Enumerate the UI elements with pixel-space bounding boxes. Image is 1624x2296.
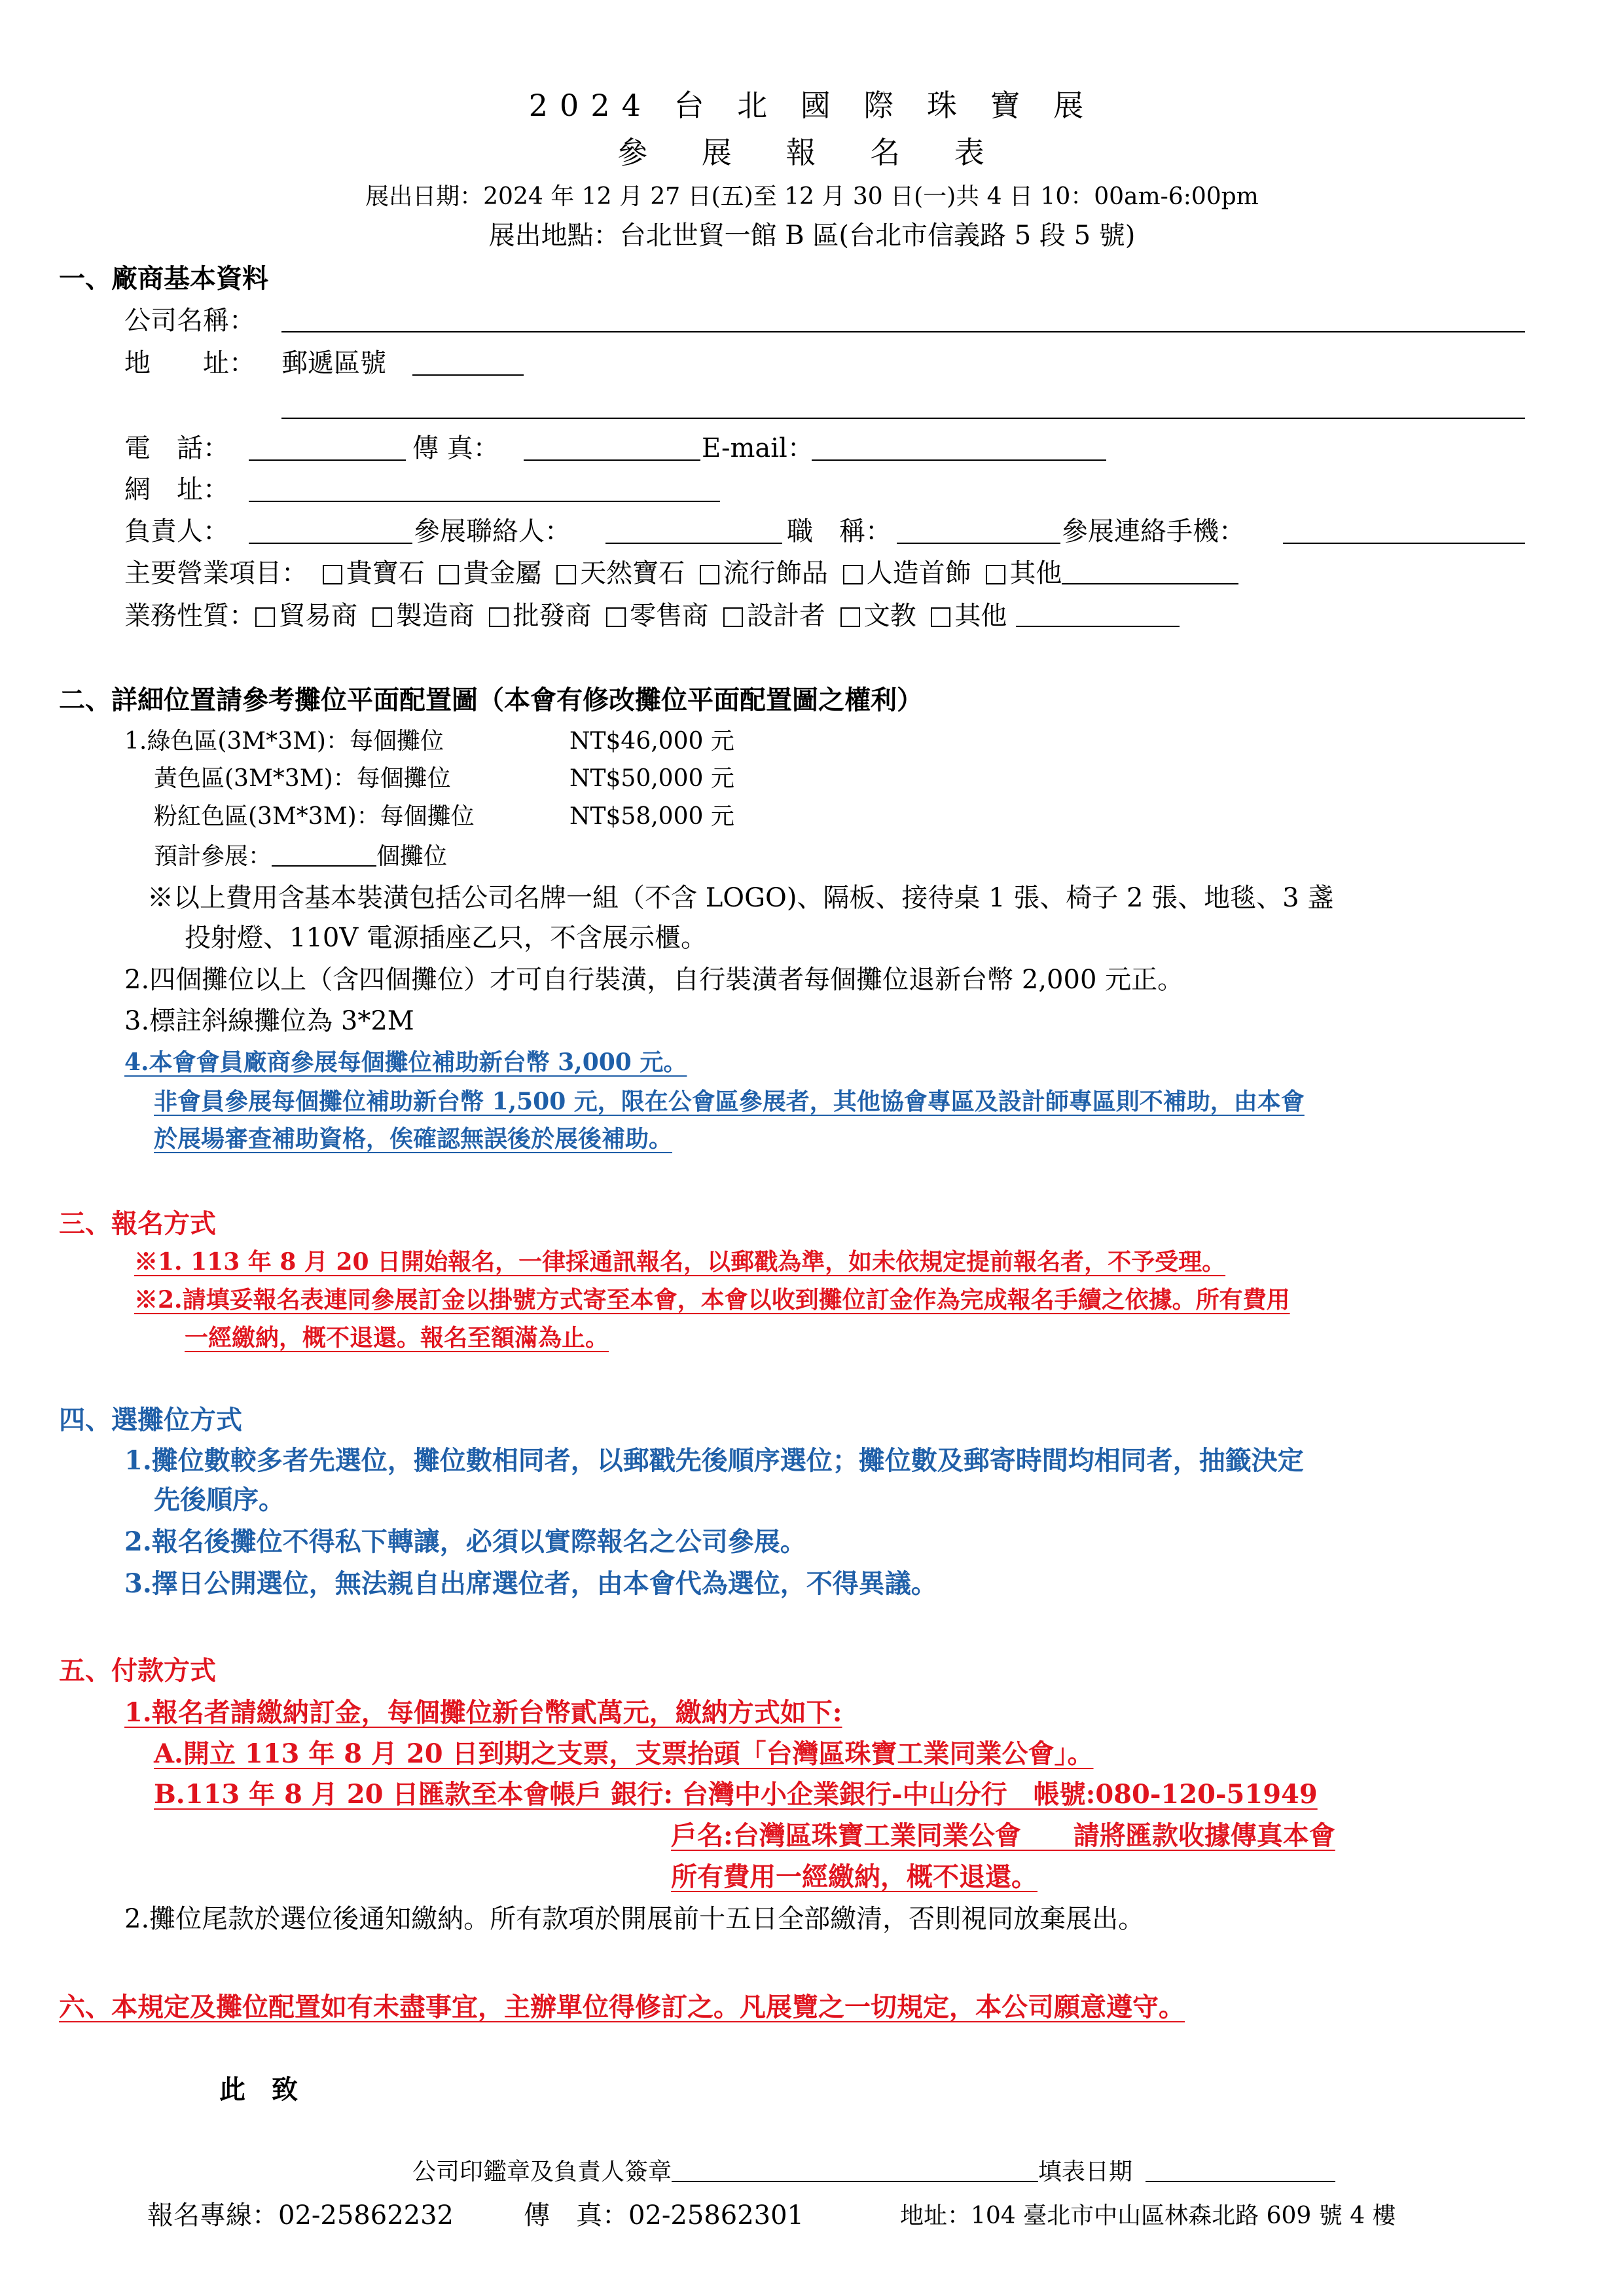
selection-rule-3: 3.擇日公開選位，無法親自出席選位者，由本會代為選位，不得異議。 [124,1568,937,1599]
section-5-heading: 五、付款方式 [59,1655,216,1686]
option-label: 流行飾品 [723,558,828,588]
green-zone-price: NT$46,000 元 [569,728,734,755]
option-label: 貿易商 [279,601,357,631]
option-label: 製造商 [395,601,475,631]
fill-date-field[interactable] [1146,2160,1335,2182]
option-label: 貴寶石 [346,558,425,588]
expected-booths-row [154,844,447,869]
option-label: 文教 [863,601,916,631]
job-title-label: 職 稱： [787,516,892,547]
registration-rule-2-cont: 一經繳納，概不退還。報名至額滿為止。 [185,1324,609,1352]
fax-label: 傳 真： [412,433,499,463]
mobile-label: 參展連絡手機： [1062,516,1245,547]
registration-rule-1: ※1. 113 年 8 月 20 日開始報名，一律採通訊報名，以郵戳為準，如未依規定提前報名者，不予受理。 [134,1248,1226,1276]
payment-rule-1: 1.報名者請繳納訂金，每個攤位新台幣貳萬元，繳納方式如下: [124,1697,842,1728]
postal-code-field[interactable] [412,374,524,376]
subsidy-review-note: 於展場審查補助資格，俟確認無誤後於展後補助。 [154,1125,673,1153]
business-nature-label: 業務性質： [124,601,255,631]
exhibition-venue: 展出地點：台北世貿一館 B 區(台北市信義路 5 段 5 號) [488,221,1136,251]
job-title-field[interactable] [897,543,1060,544]
checkbox-education[interactable] [840,607,860,627]
booth-note-line-2: 投射燈、110V 電源插座乙只，不含展示櫃。 [185,923,707,953]
payment-rule-2: 2.攤位尾款於選位後通知繳納。所有款項於開展前十五日全部繳清，否則視同放棄展出。 [124,1904,1145,1934]
form-subtitle: 參 展 報 名 表 [617,135,1007,170]
checkbox-designer[interactable] [723,607,743,627]
email-label: E-mail： [702,433,814,463]
yellow-zone-price: NT$50,000 元 [569,765,734,792]
checkbox-business-other[interactable] [986,565,1005,584]
registration-hotline: 報名專線：02-25862232 [147,2200,454,2231]
payment-method-transfer: B.113 年 8 月 20 日匯款至本會帳戶 銀行: 台灣中小企業銀行-中山分行 帳號:080-120-51949 [154,1779,1318,1810]
option-label: 零售商 [630,601,709,631]
section-2-heading: 二、詳細位置請參考攤位平面配置圖（本會有修改攤位平面配置圖之權利） [59,685,923,715]
non-member-subsidy-note: 非會員參展每個攤位補助新台幣 1,500 元，限在公會區參展者，其他協會專區及設計師專區則不補助，由本會 [154,1088,1305,1115]
address-field[interactable] [281,418,1525,419]
checkbox-precious-metal[interactable] [439,565,459,584]
stamp-signature-field[interactable] [672,2160,1038,2182]
nature-other-field[interactable] [1016,602,1180,627]
option-label: 天然寶石 [580,558,685,588]
selection-rule-2: 2.報名後攤位不得私下轉讓，必須以實際報名之公司參展。 [124,1526,806,1557]
fill-date-label: 填表日期 [1038,2159,1133,2185]
registration-rule-2: ※2.請填妥報名表連同參展訂金以掛號方式寄至本會，本會以收到攤位訂金作為完成報名手續之依據。所有費用 [134,1286,1290,1314]
expected-booths-field[interactable] [272,844,376,867]
owner-field[interactable] [249,543,412,544]
business-items-label: 主要營業項目： [124,558,308,588]
checkbox-natural-gem[interactable] [556,565,576,584]
option-label: 其他 [1009,558,1062,588]
account-name-note: 戶名:台灣區珠寶工業同業公會 請將匯款收據傳真本會 [671,1820,1335,1851]
expected-booths-unit: 個攤位 [376,843,448,870]
checkbox-wholesaler[interactable] [489,607,509,627]
phone-label: 電 話： [124,433,229,463]
self-decoration-rule: 2.四個攤位以上（含四個攤位）才可自行裝潢，自行裝潢者每個攤位退新台幣 2,000 元正。 [124,965,1184,995]
payment-method-check: A.開立 113 年 8 月 20 日到期之支票，支票抬頭「台灣區珠寶工業同業公會」。 [154,1738,1094,1769]
page-title: 2024 台 北 國 際 珠 寶 展 [528,88,1096,123]
non-refundable-note: 所有費用一經繳納，概不退還。 [671,1861,1038,1892]
booth-note-line-1: ※以上費用含基本裝潢包括公司名牌一組（不含 LOGO)、隔板、接待桌 1 張、椅子 2 張、地毯、3 盞 [147,883,1334,913]
website-field[interactable] [249,501,720,502]
company-name-label: 公司名稱： [124,306,255,336]
option-label: 批發商 [513,601,592,631]
checkbox-nature-other[interactable] [931,607,950,627]
mobile-field[interactable] [1283,543,1525,544]
owner-label: 負責人： [124,516,229,547]
footer-address: 地址：104 臺北市中山區林森北路 609 號 4 樓 [900,2202,1396,2229]
phone-field[interactable] [249,459,406,461]
pink-zone-label: 粉紅色區(3M*3M)：每個攤位 [154,803,475,830]
checkbox-trader[interactable] [255,607,275,627]
option-label: 貴金屬 [463,558,542,588]
option-label: 人造首飾 [866,558,971,588]
website-label: 網 址： [124,475,229,505]
section-6-statement: 六、本規定及攤位配置如有未盡事宜，主辦單位得修訂之。凡展覽之一切規定，本公司願意遵守。 [59,1992,1185,2022]
checkbox-manufacturer[interactable] [372,607,392,627]
member-subsidy-note: 4.本會會員廠商參展每個攤位補助新台幣 3,000 元。 [124,1049,687,1076]
pink-zone-price: NT$58,000 元 [569,803,734,830]
diagonal-booth-note: 3.標註斜線攤位為 3*2M [124,1006,414,1036]
fax-field[interactable] [524,459,700,461]
business-nature-row [124,602,1180,629]
option-label: 設計者 [746,601,825,631]
address-label: 地 址： [124,348,255,378]
email-field[interactable] [812,459,1106,461]
stamp-signature-label: 公司印鑑章及負責人簽章 [412,2159,672,2185]
exhibition-date: 展出日期：2024 年 12 月 27 日(五)至 12 月 30 日(一)共 4 日 10：00am-6:00pm [365,183,1259,210]
signature-row [412,2160,1335,2184]
footer-fax: 傳 真：02-25862301 [524,2200,804,2231]
section-3-heading: 三、報名方式 [59,1208,216,1239]
checkbox-precious-gem[interactable] [323,565,342,584]
checkbox-fashion-jewelry[interactable] [700,565,719,584]
section-1-heading: 一、廠商基本資料 [59,263,268,294]
contact-person-field[interactable] [605,543,782,544]
selection-rule-1-cont: 先後順序。 [154,1484,285,1515]
company-name-field[interactable] [281,331,1525,332]
section-4-heading: 四、選攤位方式 [59,1405,242,1435]
yellow-zone-label: 黃色區(3M*3M)：每個攤位 [154,765,451,792]
business-other-field[interactable] [1062,560,1238,584]
contact-person-label: 參展聯絡人： [414,516,571,547]
checkbox-retailer[interactable] [606,607,626,627]
option-label: 其他 [954,601,1007,631]
closing-salutation: 此 致 [219,2074,298,2105]
checkbox-costume-jewelry[interactable] [843,565,863,584]
expected-booths-label: 預計參展： [154,843,272,870]
postal-code-label: 郵遞區號 [281,348,386,378]
selection-rule-1: 1.攤位數較多者先選位，攤位數相同者，以郵戳先後順序選位；攤位數及郵寄時間均相同者，抽籤決定 [124,1445,1304,1476]
green-zone-label: 1.綠色區(3M*3M)：每個攤位 [124,728,444,755]
business-items-row [124,560,1238,586]
